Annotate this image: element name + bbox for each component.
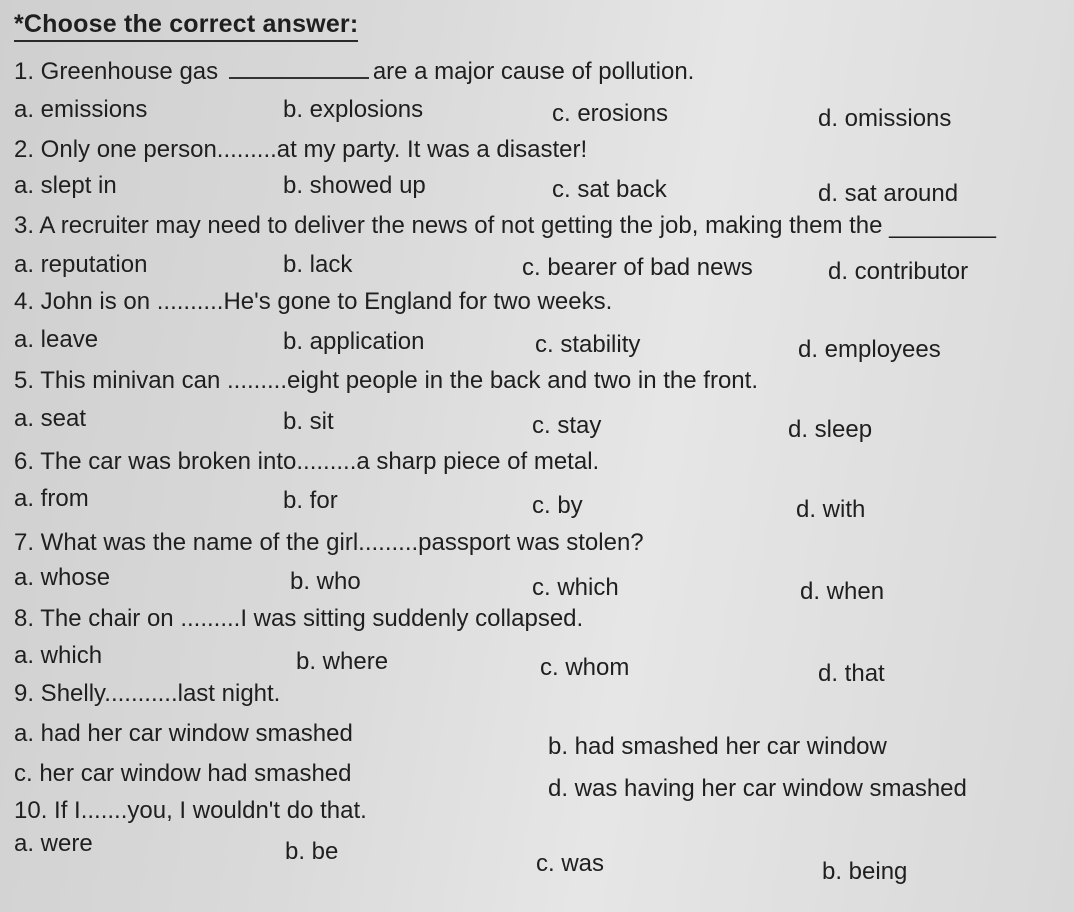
worksheet-heading: *Choose the correct answer: (14, 10, 359, 38)
q8-option-b[interactable]: b. where (296, 648, 389, 675)
question-7: 7. What was the name of the girl.........passport was stolen? (14, 529, 644, 556)
q9-option-c[interactable]: c. her car window had smashed (14, 760, 352, 787)
question-5: 5. This minivan can .........eight people in the back and two in the front. (14, 367, 758, 394)
question-8: 8. The chair on .........I was sitting suddenly collapsed. (14, 605, 584, 632)
q1-option-c[interactable]: c. erosions (552, 100, 669, 127)
q5-option-c[interactable]: c. stay (532, 412, 602, 439)
q2-option-d[interactable]: d. sat around (818, 180, 959, 207)
question-1-blank (229, 77, 369, 79)
q4-option-a[interactable]: a. leave (14, 326, 99, 353)
q9-option-a[interactable]: a. had her car window smashed (14, 720, 353, 747)
q8-option-a[interactable]: a. which (14, 642, 103, 669)
q3-option-c[interactable]: c. bearer of bad news (522, 254, 753, 281)
q7-option-a[interactable]: a. whose (14, 564, 111, 591)
question-6: 6. The car was broken into.........a sharp piece of metal. (14, 448, 600, 475)
q9-option-b[interactable]: b. had smashed her car window (548, 733, 887, 760)
q8-option-c[interactable]: c. whom (540, 654, 630, 681)
q6-option-b[interactable]: b. for (283, 487, 338, 514)
q4-option-c[interactable]: c. stability (535, 331, 641, 358)
question-1-text-end: are a major cause of pollution. (372, 58, 695, 85)
question-4: 4. John is on ..........He's gone to England for two weeks. (14, 288, 613, 315)
q6-option-c[interactable]: c. by (532, 492, 583, 519)
question-1 (14, 58, 694, 86)
question-9: 9. Shelly...........last night. (14, 680, 281, 707)
question-1-text-start: 1. Greenhouse gas (14, 58, 225, 85)
question-2: 2. Only one person.........at my party. It was a disaster! (14, 136, 588, 163)
question-3: 3. A recruiter may need to deliver the news of not getting the job, making them the ________ (14, 212, 996, 239)
q3-option-b[interactable]: b. lack (283, 251, 353, 278)
q2-option-c[interactable]: c. sat back (552, 176, 667, 203)
q6-option-d[interactable]: d. with (796, 496, 866, 523)
q1-option-d[interactable]: d. omissions (818, 105, 952, 132)
q10-option-b[interactable]: b. be (285, 838, 339, 865)
q1-option-b[interactable]: b. explosions (283, 96, 424, 123)
question-10: 10. If I.......you, I wouldn't do that. (14, 797, 367, 824)
q10-option-c[interactable]: c. was (536, 850, 605, 877)
q3-option-d[interactable]: d. contributor (828, 258, 969, 285)
q4-option-d[interactable]: d. employees (798, 336, 941, 363)
q1-option-a[interactable]: a. emissions (14, 96, 148, 123)
q3-option-a[interactable]: a. reputation (14, 251, 148, 278)
q7-option-b[interactable]: b. who (290, 568, 361, 595)
q10-option-a[interactable]: a. were (14, 830, 93, 857)
q4-option-b[interactable]: b. application (283, 328, 425, 355)
q8-option-d[interactable]: d. that (818, 660, 885, 687)
q7-option-d[interactable]: d. when (800, 578, 885, 605)
q2-option-a[interactable]: a. slept in (14, 172, 117, 199)
q6-option-a[interactable]: a. from (14, 485, 89, 512)
q5-option-d[interactable]: d. sleep (788, 416, 873, 443)
q5-option-b[interactable]: b. sit (283, 408, 334, 435)
q7-option-c[interactable]: c. which (532, 574, 619, 601)
q10-option-d[interactable]: b. being (822, 858, 908, 885)
q5-option-a[interactable]: a. seat (14, 405, 87, 432)
q9-option-d[interactable]: d. was having her car window smashed (548, 775, 967, 802)
q2-option-b[interactable]: b. showed up (283, 172, 426, 199)
